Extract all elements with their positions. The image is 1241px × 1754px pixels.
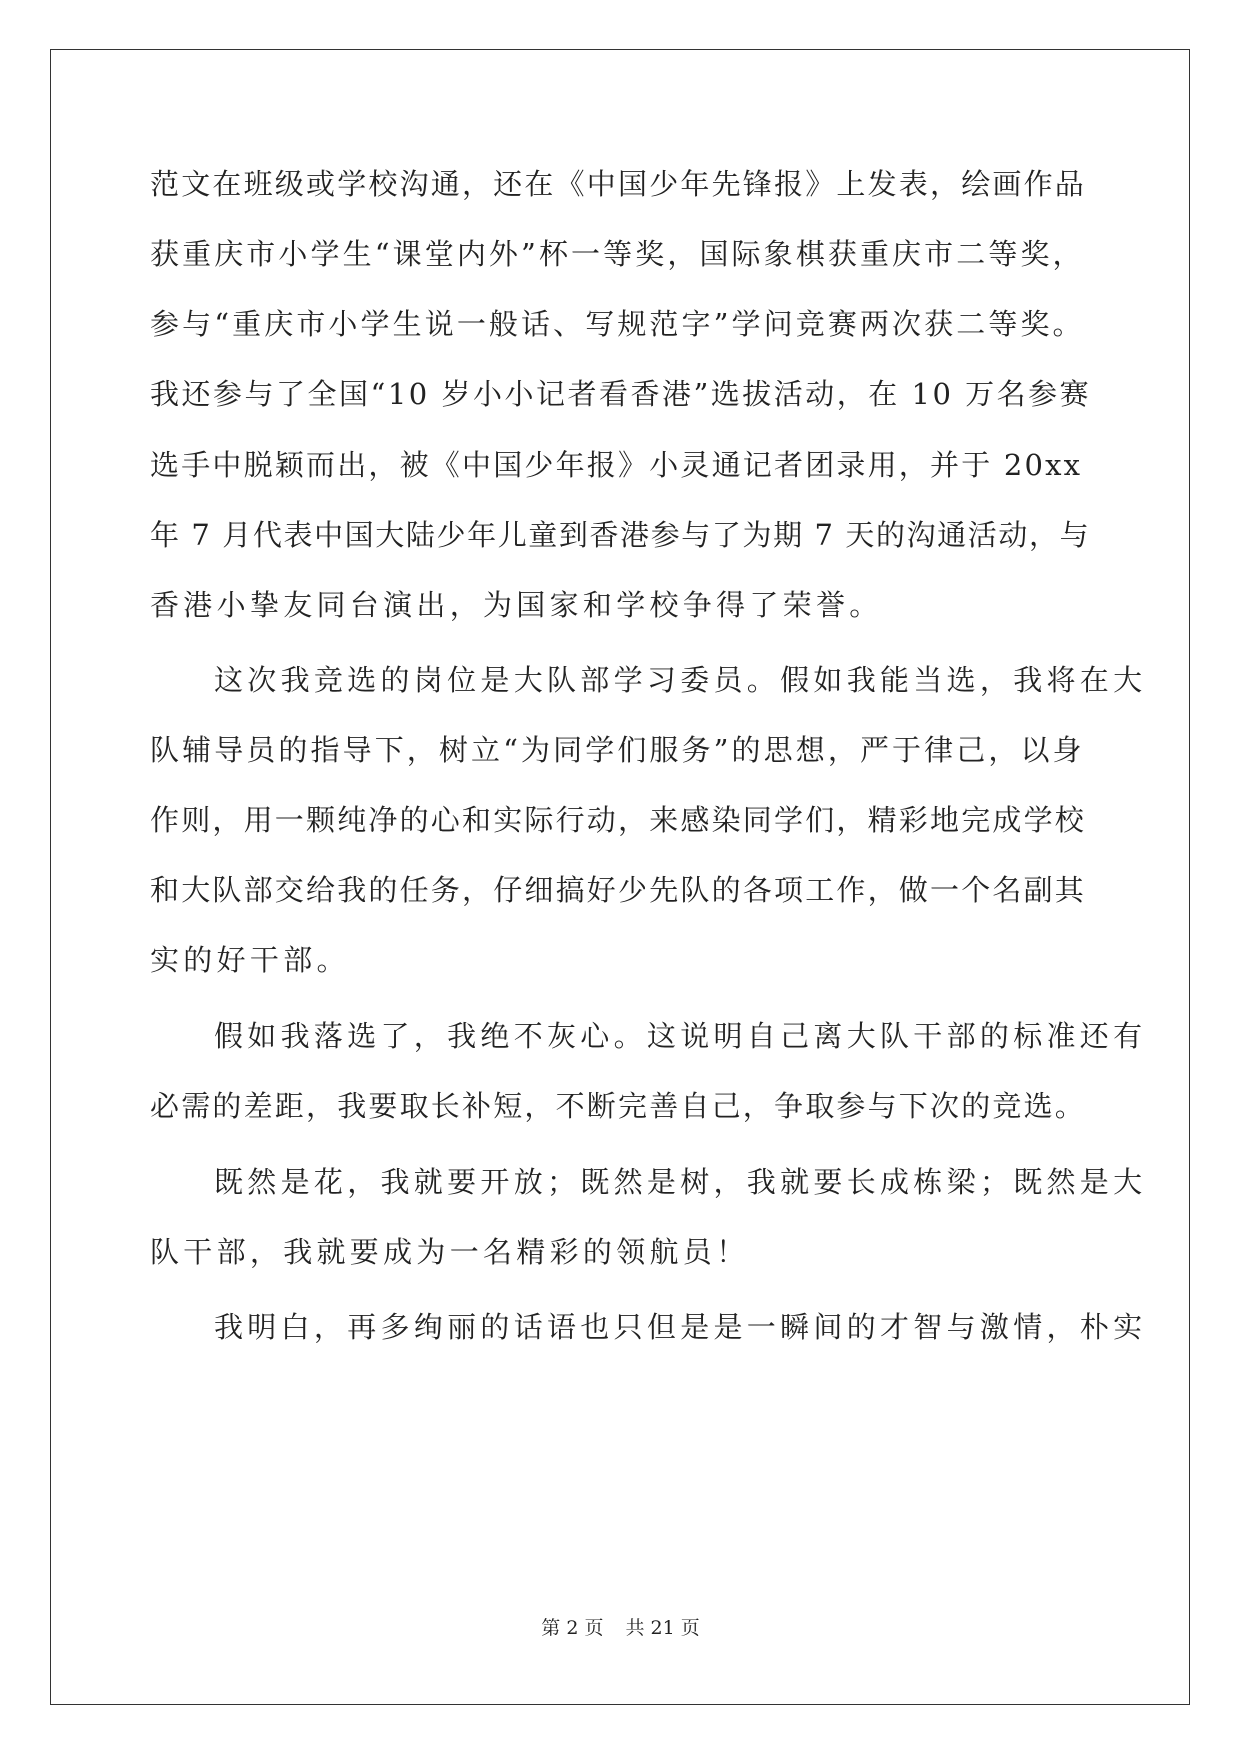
paragraph-first-line: 既然是花，我就要开放；既然是树，我就要长成栋梁；既然是大 xyxy=(214,1165,1147,1199)
text-line: 选手中脱颖而出，被《中国少年报》小灵通记者团录用，并于 20xx xyxy=(150,448,1083,482)
text-line: 香港小挚友同台演出，为国家和学校争得了荣誉。 xyxy=(150,588,883,622)
paragraph-first-line: 假如我落选了，我绝不灰心。这说明自己离大队干部的标准还有 xyxy=(214,1019,1147,1053)
paragraph-first-line: 我明白，再多绚丽的话语也只但是是一瞬间的才智与激情，朴实 xyxy=(214,1310,1147,1344)
page-footer xyxy=(0,1615,1241,1641)
text-line: 和大队部交给我的任务，仔细搞好少先队的各项工作，做一个名副其 xyxy=(150,873,1087,907)
text-line: 实的好干部。 xyxy=(150,943,350,977)
text-line: 必需的差距，我要取长补短，不断完善自己，争取参与下次的竞选。 xyxy=(150,1089,1087,1123)
text-line: 范文在班级或学校沟通，还在《中国少年先锋报》上发表，绘画作品 xyxy=(150,167,1087,201)
text-line: 作则，用一颗纯净的心和实际行动，来感染同学们，精彩地完成学校 xyxy=(150,803,1087,837)
page-total: 共 21 页 xyxy=(625,1617,700,1639)
text-line: 年 7 月代表中国大陆少年儿童到香港参与了为期 7 天的沟通活动，与 xyxy=(150,518,1091,552)
text-line: 队辅导员的指导下，树立“为同学们服务”的思想，严于律己，以身 xyxy=(150,733,1085,767)
text-line: 队干部，我就要成为一名精彩的领航员！ xyxy=(150,1235,750,1269)
text-line: 参与“重庆市小学生说一般话、写规范字”学问竞赛两次获二等奖。 xyxy=(150,307,1085,341)
text-line: 我还参与了全国“10 岁小小记者看香港”选拔活动，在 10 万名参赛 xyxy=(150,377,1092,411)
page-number: 第 2 页 xyxy=(541,1617,604,1639)
text-line: 获重庆市小学生“课堂内外”杯一等奖，国际象棋获重庆市二等奖， xyxy=(150,237,1085,271)
paragraph-first-line: 这次我竞选的岗位是大队部学习委员。假如我能当选，我将在大 xyxy=(214,663,1147,697)
